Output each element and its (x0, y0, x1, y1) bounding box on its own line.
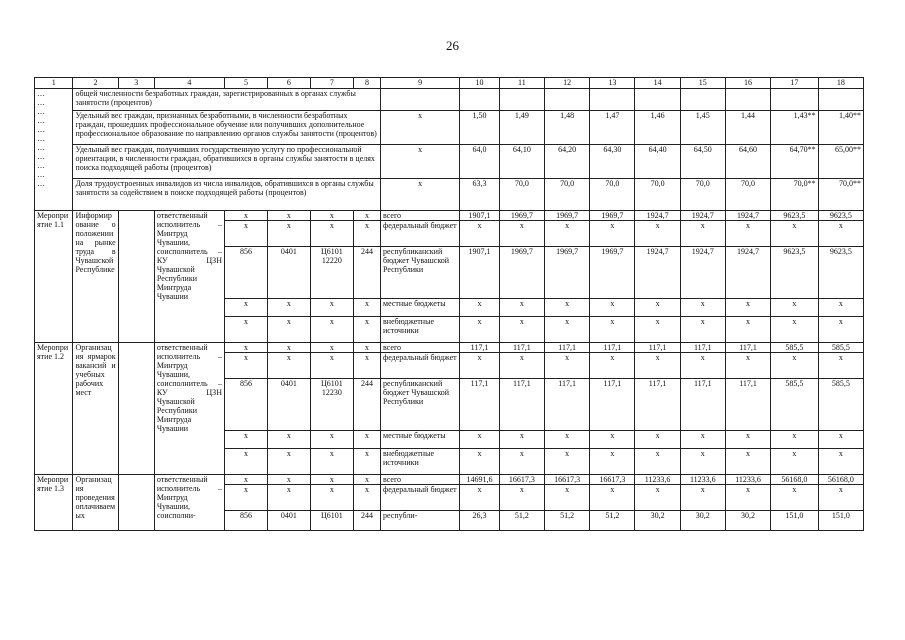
budget-table (34, 77, 864, 531)
value-cell: x (544, 317, 589, 343)
value-cell (590, 89, 635, 111)
column-header: 13 (590, 78, 635, 89)
value-cell: 151,0 (771, 511, 819, 531)
value-cell: 1907,1 (460, 247, 500, 299)
activity-label: Мероприятие 1.2 (35, 343, 73, 475)
code-cell: x (224, 449, 267, 475)
value-cell: x (818, 317, 863, 343)
column-header: 12 (544, 78, 589, 89)
column-header: 6 (267, 78, 310, 89)
column-header: 2 (73, 78, 118, 89)
activity-responsible: ответственный исполнитель – Минтруд Чувашии, соисполнитель – КУ ЦЗН Чувашской Республики Минтруда Чувашии (154, 343, 224, 475)
value-cell: 117,1 (635, 379, 680, 431)
value-cell: x (590, 221, 635, 247)
value-cell: 16617,3 (499, 475, 544, 485)
value-cell: 1924,7 (725, 211, 770, 221)
value-cell: 51,2 (499, 511, 544, 531)
value-cell: 1,50 (460, 111, 500, 145)
code-cell: x (267, 475, 310, 485)
value-cell: 64,70** (771, 145, 819, 179)
value-cell: 26,3 (460, 511, 500, 531)
code-cell: x (224, 211, 267, 221)
column-header: 8 (353, 78, 380, 89)
code-cell: 856 (224, 379, 267, 431)
value-cell: x (590, 485, 635, 511)
code-cell: 0401 (267, 379, 310, 431)
funding-source: федеральный бюджет (381, 485, 460, 511)
column-header: 11 (499, 78, 544, 89)
value-cell: 117,1 (499, 343, 544, 353)
funding-source: республи- (381, 511, 460, 531)
code-cell: x (267, 449, 310, 475)
value-cell: 11233,6 (725, 475, 770, 485)
value-cell: 30,2 (635, 511, 680, 531)
empty-cell (118, 475, 154, 531)
value-cell: 65,00** (818, 145, 863, 179)
value-cell: 1969,7 (590, 211, 635, 221)
value-cell: 30,2 (725, 511, 770, 531)
value-cell (635, 89, 680, 111)
funding-source: федеральный бюджет (381, 221, 460, 247)
code-cell: x (353, 449, 380, 475)
value-cell: x (771, 449, 819, 475)
value-cell: 9623,5 (771, 211, 819, 221)
indicator-row (35, 179, 864, 211)
value-cell: 1,49 (499, 111, 544, 145)
value-cell: x (499, 299, 544, 317)
value-cell: 117,1 (725, 343, 770, 353)
funding-source: федеральный бюджет (381, 353, 460, 379)
code-cell: 244 (353, 379, 380, 431)
code-cell: x (224, 299, 267, 317)
value-cell: 9623,5 (818, 211, 863, 221)
column-header: 10 (460, 78, 500, 89)
value-cell: 70,0** (818, 179, 863, 211)
empty-cell (118, 211, 154, 343)
value-cell: 1,43** (771, 111, 819, 145)
value-cell: x (680, 431, 725, 449)
value-cell: x (725, 317, 770, 343)
value-cell: x (725, 485, 770, 511)
value-cell: 11233,6 (635, 475, 680, 485)
code-cell: 0401 (267, 247, 310, 299)
funding-source: внебюджетные источники (381, 449, 460, 475)
code-cell: x (310, 317, 353, 343)
value-cell: 117,1 (590, 343, 635, 353)
value-cell: 1924,7 (680, 247, 725, 299)
code-cell: 244 (353, 247, 380, 299)
value-cell: 117,1 (680, 379, 725, 431)
activity-label: Мероприятие 1.1 (35, 211, 73, 343)
value-cell: 70,0 (680, 179, 725, 211)
value-cell: x (725, 431, 770, 449)
code-cell: x (310, 475, 353, 485)
value-cell (818, 89, 863, 111)
value-cell: x (818, 353, 863, 379)
value-cell: 64,0 (460, 145, 500, 179)
value-cell (460, 89, 500, 111)
column-header: 1 (35, 78, 73, 89)
value-cell: 585,5 (771, 343, 819, 353)
value-cell: x (680, 485, 725, 511)
value-cell: 585,5 (771, 379, 819, 431)
value-cell: 117,1 (544, 343, 589, 353)
activity-row (35, 211, 864, 221)
value-cell: 1924,7 (680, 211, 725, 221)
value-cell: x (460, 431, 500, 449)
funding-source: местные бюджеты (381, 431, 460, 449)
value-cell: x (771, 431, 819, 449)
value-cell: 1,40** (818, 111, 863, 145)
value-cell: 1969,7 (544, 211, 589, 221)
value-cell: x (680, 221, 725, 247)
value-cell: 14691,6 (460, 475, 500, 485)
value-cell: 64,10 (499, 145, 544, 179)
value-cell: x (771, 221, 819, 247)
code-cell: x (353, 431, 380, 449)
value-cell: 1,48 (544, 111, 589, 145)
value-cell: 64,20 (544, 145, 589, 179)
value-cell: 1924,7 (725, 247, 770, 299)
value-cell: 70,0 (725, 179, 770, 211)
value-cell: x (544, 485, 589, 511)
activity-responsible: ответственный исполнитель – Минтруд Чувашии, соисполни- (154, 475, 224, 531)
value-cell: 151,0 (818, 511, 863, 531)
value-cell: 1969,7 (499, 211, 544, 221)
column-header: 5 (224, 78, 267, 89)
indicator-col9: x (381, 145, 460, 179)
value-cell: x (544, 299, 589, 317)
code-cell: x (353, 485, 380, 511)
value-cell: x (680, 449, 725, 475)
value-cell: 1907,1 (460, 211, 500, 221)
value-cell: x (590, 353, 635, 379)
value-cell: 1,44 (725, 111, 770, 145)
value-cell: x (725, 299, 770, 317)
value-cell: x (499, 353, 544, 379)
value-cell: 56168,0 (818, 475, 863, 485)
value-cell: x (635, 485, 680, 511)
value-cell: x (771, 485, 819, 511)
value-cell: x (590, 299, 635, 317)
indicator-row (35, 145, 864, 179)
value-cell: x (771, 353, 819, 379)
value-cell: 585,5 (818, 379, 863, 431)
value-cell: x (725, 221, 770, 247)
value-cell (680, 89, 725, 111)
code-cell: x (310, 299, 353, 317)
column-header: 7 (310, 78, 353, 89)
value-cell: 1969,7 (544, 247, 589, 299)
code-cell: x (310, 449, 353, 475)
code-cell: x (310, 221, 353, 247)
indicator-text: Доля трудоустроенных инвалидов из числа инвалидов, обратившихся в органы службы занятости за содействием в поиске подходящей работы (процентов) (73, 179, 381, 211)
value-cell: x (635, 221, 680, 247)
code-cell: x (224, 317, 267, 343)
value-cell: 51,2 (590, 511, 635, 531)
value-cell: 9623,5 (818, 247, 863, 299)
value-cell: x (544, 449, 589, 475)
value-cell: 9623,5 (771, 247, 819, 299)
value-cell (771, 89, 819, 111)
code-cell: 0401 (267, 511, 310, 531)
value-cell: 51,2 (544, 511, 589, 531)
value-cell: 30,2 (680, 511, 725, 531)
value-cell: 70,0 (590, 179, 635, 211)
value-cell: 117,1 (460, 379, 500, 431)
value-cell: x (771, 299, 819, 317)
column-header: 14 (635, 78, 680, 89)
value-cell: x (590, 449, 635, 475)
value-cell: x (460, 317, 500, 343)
value-cell: 70,0** (771, 179, 819, 211)
value-cell: x (635, 449, 680, 475)
activity-row (35, 343, 864, 353)
value-cell: x (635, 299, 680, 317)
value-cell: x (460, 353, 500, 379)
value-cell: x (499, 485, 544, 511)
activity-name: Организация проведения оплачиваемых (73, 475, 118, 531)
code-cell: x (310, 353, 353, 379)
value-cell: x (635, 353, 680, 379)
value-cell: 64,50 (680, 145, 725, 179)
value-cell: x (680, 299, 725, 317)
activity-name: Информирование о положении на рынке труда в Чувашской Республике (73, 211, 118, 343)
value-cell: 1924,7 (635, 247, 680, 299)
indicator-text: общей численности безработных граждан, зарегистрированных в органах службы занятости (процентов) (73, 89, 381, 111)
value-cell: x (818, 299, 863, 317)
value-cell: x (590, 431, 635, 449)
page-number: 26 (446, 38, 459, 53)
indicator-col9: x (381, 179, 460, 211)
empty-cell (118, 343, 154, 475)
value-cell: x (544, 221, 589, 247)
value-cell: 70,0 (499, 179, 544, 211)
code-cell: x (224, 353, 267, 379)
column-header: 15 (680, 78, 725, 89)
code-cell: 244 (353, 511, 380, 531)
value-cell: x (499, 221, 544, 247)
code-cell: x (353, 475, 380, 485)
funding-source: республиканский бюджет Чувашской Республики (381, 247, 460, 299)
code-cell: x (353, 221, 380, 247)
value-cell: 64,60 (725, 145, 770, 179)
activity-row (35, 475, 864, 485)
value-cell: x (499, 449, 544, 475)
value-cell: 16617,3 (544, 475, 589, 485)
value-cell: 11233,6 (680, 475, 725, 485)
code-cell: x (224, 343, 267, 353)
code-cell: x (267, 299, 310, 317)
value-cell: x (818, 431, 863, 449)
activity-responsible: ответственный исполнитель – Минтруд Чувашии, соисполнитель – КУ ЦЗН Чувашской Республики Минтруда Чувашии (154, 211, 224, 343)
value-cell: 117,1 (499, 379, 544, 431)
value-cell: 585,5 (818, 343, 863, 353)
code-cell: x (224, 485, 267, 511)
code-cell: x (267, 343, 310, 353)
value-cell: x (544, 431, 589, 449)
value-cell: x (460, 221, 500, 247)
value-cell (499, 89, 544, 111)
header-row (35, 78, 864, 89)
code-cell: x (353, 299, 380, 317)
indicator-text: Удельный вес граждан, получивших государственную услугу по профессиональной ориентации, в численности граждан, обратившихся в органы службы занятости в целях поиска подходящей работы (процентов) (73, 145, 381, 179)
value-cell: x (725, 449, 770, 475)
column-header: 16 (725, 78, 770, 89)
value-cell: 64,40 (635, 145, 680, 179)
program-label-cell: … … … … … … … … … … … (35, 89, 73, 211)
code-cell: x (353, 343, 380, 353)
value-cell: 63,3 (460, 179, 500, 211)
code-cell: x (224, 475, 267, 485)
code-cell: x (267, 485, 310, 511)
code-cell: x (267, 353, 310, 379)
activity-label: Мероприятие 1.3 (35, 475, 73, 531)
value-cell: x (771, 317, 819, 343)
value-cell: x (635, 317, 680, 343)
value-cell: x (499, 317, 544, 343)
value-cell: 117,1 (460, 343, 500, 353)
indicator-row (35, 89, 864, 111)
value-cell: x (460, 299, 500, 317)
value-cell: 1924,7 (635, 211, 680, 221)
indicator-col9: x (381, 111, 460, 145)
code-cell: x (267, 317, 310, 343)
value-cell: x (680, 353, 725, 379)
column-header: 17 (771, 78, 819, 89)
funding-source: всего (381, 475, 460, 485)
code-cell: 856 (224, 247, 267, 299)
value-cell: x (818, 449, 863, 475)
code-cell: x (224, 221, 267, 247)
code-cell: x (353, 211, 380, 221)
value-cell: 117,1 (544, 379, 589, 431)
code-cell: x (353, 353, 380, 379)
value-cell: x (499, 431, 544, 449)
value-cell: x (635, 431, 680, 449)
value-cell: x (590, 317, 635, 343)
value-cell: x (460, 485, 500, 511)
code-cell: x (310, 485, 353, 511)
value-cell: 56168,0 (771, 475, 819, 485)
value-cell: 1,46 (635, 111, 680, 145)
value-cell: 1,45 (680, 111, 725, 145)
funding-source: внебюджетные источники (381, 317, 460, 343)
value-cell: x (818, 485, 863, 511)
indicator-col9 (381, 89, 460, 111)
code-cell: x (310, 431, 353, 449)
value-cell (725, 89, 770, 111)
indicator-text: Удельный вес граждан, признанных безработными, в численности безработных граждан, прошедших профессиональное обучение или получивших дополнительное профессиональное образование по направлению органов службы занятости (процентов) (73, 111, 381, 145)
value-cell: x (725, 353, 770, 379)
code-cell: x (310, 211, 353, 221)
value-cell: 1,47 (590, 111, 635, 145)
code-cell: x (267, 431, 310, 449)
column-header: 18 (818, 78, 863, 89)
column-header: 3 (118, 78, 154, 89)
value-cell: x (460, 449, 500, 475)
value-cell: 70,0 (635, 179, 680, 211)
code-cell: Ц6101 12230 (310, 379, 353, 431)
code-cell: Ц6101 (310, 511, 353, 531)
code-cell: x (353, 317, 380, 343)
value-cell: x (544, 353, 589, 379)
value-cell: 117,1 (725, 379, 770, 431)
code-cell: x (267, 211, 310, 221)
indicator-row (35, 111, 864, 145)
funding-source: местные бюджеты (381, 299, 460, 317)
funding-source: всего (381, 211, 460, 221)
funding-source: республиканский бюджет Чувашской Республики (381, 379, 460, 431)
value-cell: x (680, 317, 725, 343)
value-cell: 117,1 (590, 379, 635, 431)
funding-source: всего (381, 343, 460, 353)
value-cell: 64,30 (590, 145, 635, 179)
value-cell: 1969,7 (590, 247, 635, 299)
value-cell: 70,0 (544, 179, 589, 211)
column-header: 9 (381, 78, 460, 89)
value-cell: 117,1 (680, 343, 725, 353)
activity-name: Организация ярмарок вакансий и учебных рабочих мест (73, 343, 118, 475)
column-header: 4 (154, 78, 224, 89)
code-cell: x (267, 221, 310, 247)
value-cell: 16617,3 (590, 475, 635, 485)
value-cell: x (818, 221, 863, 247)
value-cell (544, 89, 589, 111)
code-cell: x (310, 343, 353, 353)
code-cell: Ц6101 12220 (310, 247, 353, 299)
code-cell: 856 (224, 511, 267, 531)
value-cell: 117,1 (635, 343, 680, 353)
value-cell: 1969,7 (499, 247, 544, 299)
code-cell: x (224, 431, 267, 449)
